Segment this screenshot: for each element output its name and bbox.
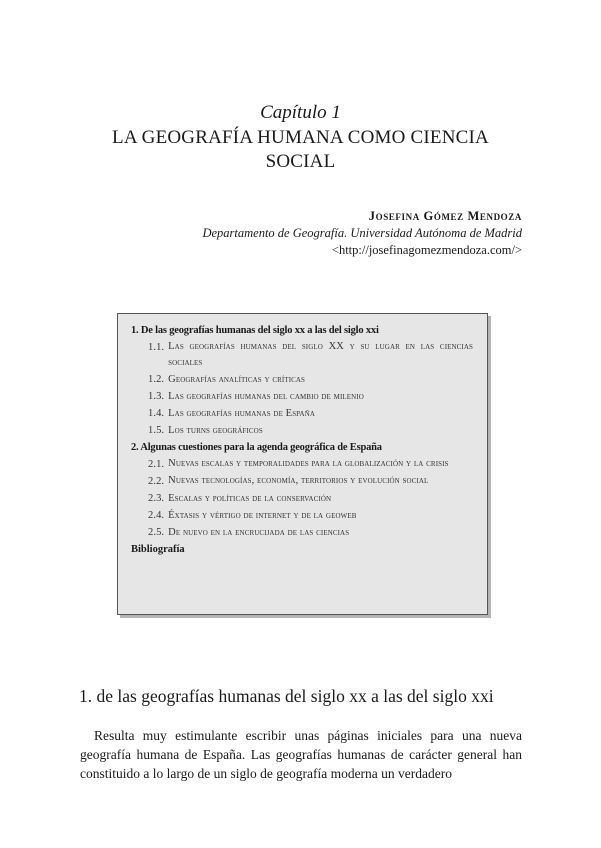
toc-item-2-4[interactable] — [148, 507, 473, 524]
author-name: Josefina Gómez Mendoza — [368, 209, 522, 223]
toc-item-number: 2.3. — [148, 493, 165, 504]
body-paragraph: Resulta muy estimulante escribir unas páginas iniciales para una nueva geografía humana de España. Las geografías humanas de carácter general han constituido a lo largo de un siglo de geografía moderna un verdadero — [80, 728, 522, 781]
table-of-contents — [117, 313, 488, 615]
toc-item-number: 2.4. — [148, 510, 165, 521]
toc-item-text: Las geografías humanas del cambio de milenio — [168, 391, 364, 402]
chapter-title: LA GEOGRAFÍA HUMANA COMO CIENCIA SOCIAL — [112, 127, 489, 172]
toc-bibliography[interactable]: Bibliografía — [131, 544, 185, 555]
toc-item-2-5[interactable] — [148, 524, 473, 541]
author-block — [202, 208, 522, 259]
toc-section-2[interactable]: 2. Algunas cuestiones para la agenda geográfica de España — [131, 442, 382, 453]
toc-item-number: 1.3. — [148, 391, 165, 402]
toc-item-text: Escalas y políticas de la conservación — [168, 493, 332, 504]
toc-item-2-3[interactable] — [148, 490, 473, 507]
chapter-label: Capítulo 1 — [260, 102, 341, 123]
toc-item-text: Los turns geográficos — [168, 425, 263, 436]
toc-item-number: 1.4. — [148, 408, 165, 419]
author-url[interactable]: <http://josefinagomezmendoza.com/> — [331, 243, 522, 257]
toc-item-2-1[interactable] — [148, 456, 473, 473]
section-heading: 1. de las geografías humanas del siglo xx a las del siglo xxi — [79, 686, 494, 706]
toc-item-text: Las geografías humanas del siglo XX y su lugar en las ciencias sociales — [168, 341, 473, 368]
toc-item-1-5[interactable] — [148, 422, 473, 439]
toc-item-text: Geografías analíticas y críticas — [168, 374, 306, 385]
author-department: Departamento de Geografía. Universidad Autónoma de Madrid — [202, 226, 522, 240]
toc-item-1-1[interactable] — [148, 339, 473, 371]
toc-item-number: 1.1. — [148, 342, 165, 353]
toc-item-text: De nuevo en la encrucijada de las ciencias — [168, 527, 350, 538]
toc-item-text: Nuevas tecnologías, economía, territorios y evolución social — [168, 475, 429, 486]
toc-item-number: 2.1. — [148, 459, 165, 470]
toc-item-1-3[interactable] — [148, 388, 473, 405]
toc-item-number: 1.5. — [148, 425, 165, 436]
toc-item-number: 1.2. — [148, 374, 165, 385]
body-text — [80, 726, 522, 783]
toc-item-2-2[interactable] — [148, 473, 473, 490]
toc-item-1-2[interactable] — [148, 371, 473, 388]
toc-item-number: 2.5. — [148, 527, 165, 538]
toc-item-text: Éxtasis y vértigo de internet y de la geoweb — [168, 510, 357, 521]
toc-item-number: 2.2. — [148, 476, 165, 487]
toc-item-text: Nuevas escalas y temporalidades para la globalización y la crisis — [168, 458, 449, 469]
toc-item-1-4[interactable] — [148, 405, 473, 422]
toc-section-1[interactable]: 1. De las geografías humanas del siglo xx a las del siglo xxi — [131, 325, 379, 336]
toc-item-text: Las geografías humanas de España — [168, 408, 316, 419]
